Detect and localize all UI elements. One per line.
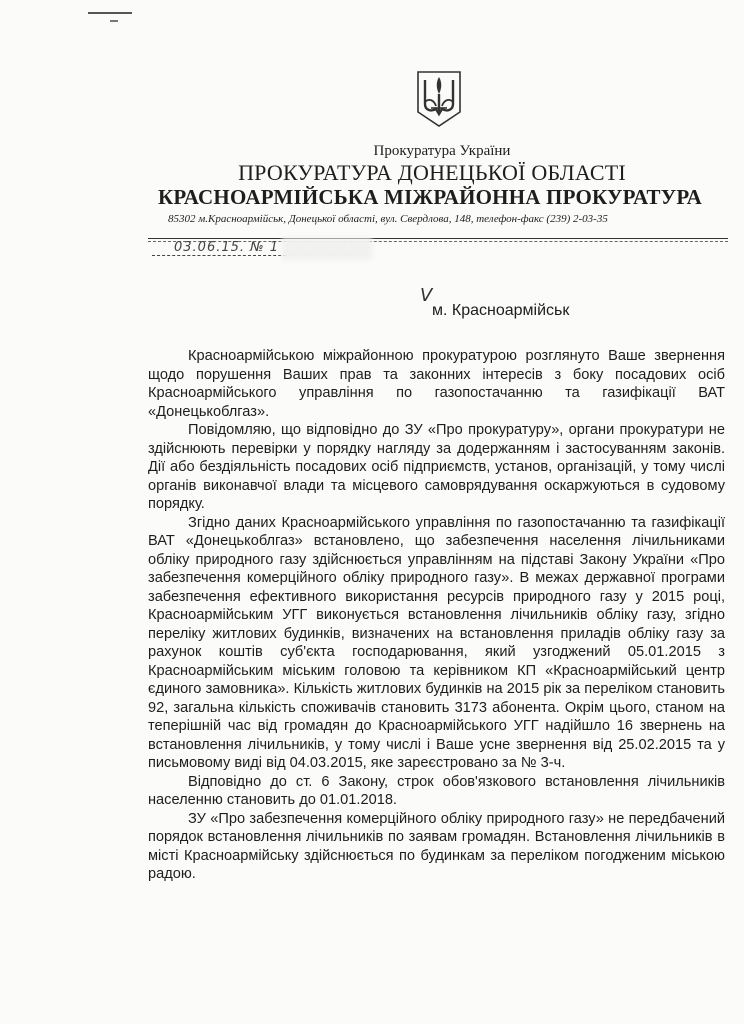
reference-date-number: 03.06.15. № 1 — [174, 240, 280, 255]
office-address: 85302 м.Красноармійськ, Донецької області, вул. Свердлова, 148, телефон-факс (239) 2-03-35 — [168, 213, 608, 225]
body-paragraph: Повідомляю, що відповідно до ЗУ «Про прокуратуру», органи прокуратури не здійснюють перевірки у порядку нагляду за додержанням і застосуванням законів. Дії або бездіяльність посадових осіб підприємств, установ, організацій, у тому числі органів виконавчої влади та місцевого самоврядування оскаржуються в судовому порядку. — [148, 422, 725, 512]
body-paragraph: Згідно даних Красноармійського управління по газопостачанню та газифікації ВАТ «Донецькоблгаз» встановлено, що забезпечення населення лічильниками обліку природного газу здійснюється управлінням на підставі Закону України «Про забезпечення комерційного обліку природного газу». В межах державної програми забезпечення ефективного використання ресурсів природного газу у 2015 році, Красноармійським УГГ виконується встановлення лічильників обліку газу, згідно переліку житлових будинків, визначених на встановлення приладів обліку газу за рахунок коштів суб'єкта господарювання, який узгоджений 05.01.2015 з Красноармійським міським головою та керівником КП «Красноармійський центр єдиного замовника». Кількість житлових будинків на 2015 рік за переліком становить 92, загальна кількість споживачів становить 3173 абонента. Окрім цього, станом на теперішній час від громадян до Красноармійського УГГ надійшло 16 звернень на встановлення лічильників, у тому числі і Ваше усне звернення від 25.02.2015 та у письмовому виді від 04.03.2015, яке зареєстровано за № 3-ч. — [148, 514, 725, 771]
scan-artifact — [88, 12, 132, 14]
oblast-office-name: ПРОКУРАТУРА ДОНЕЦЬКОЇ ОБЛАСТІ — [238, 160, 626, 185]
local-office-name: КРАСНОАРМІЙСЬКА МІЖРАЙОННА ПРОКУРАТУРА — [157, 185, 703, 209]
header-divider — [148, 238, 728, 239]
body-paragraph: Відповідно до ст. 6 Закону, строк обов'язкового встановлення лічильників населенню становить до 01.01.2018. — [148, 773, 725, 808]
trident-icon — [414, 68, 464, 130]
handwritten-mark: V — [420, 285, 433, 306]
ministry-name: Прокуратура України — [373, 143, 511, 159]
scan-artifact — [110, 20, 118, 22]
redacted-area — [282, 238, 372, 260]
letter-body — [148, 347, 725, 884]
body-paragraph: Красноармійською міжрайонною прокуратурою розглянуто Ваше звернення щодо порушення Ваших прав та законних інтересів з боку посадових осіб Красноармійського управління по газопостачанню та газифікації ВАТ «Донецькоблгаз». — [148, 348, 725, 420]
body-paragraph: ЗУ «Про забезпечення комерційного обліку природного газу» не передбачений порядок встановлення лічильників по заявам громадян. Встановлення лічильників в місті Красноармійську здійснюється по будинкам за переліком погодженим міською радою. — [148, 810, 725, 882]
recipient-city: м. Красноармійськ — [432, 302, 570, 319]
